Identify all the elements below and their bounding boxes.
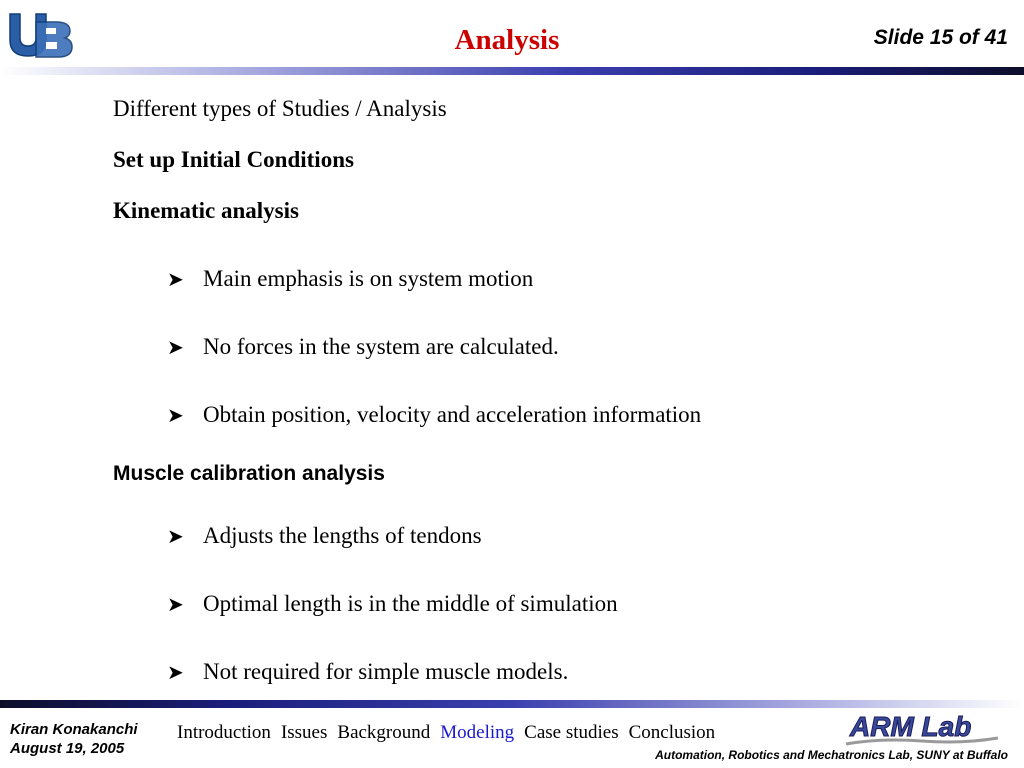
arrowhead-bullet-icon: ➤ — [167, 337, 184, 359]
list-item — [167, 523, 482, 549]
footer-divider-bar — [0, 700, 1024, 708]
author-block — [10, 720, 138, 758]
kinematic-heading: Kinematic analysis — [113, 198, 299, 223]
list-item — [167, 591, 618, 617]
muscle-heading: Muscle calibration analysis — [113, 462, 385, 485]
nav-modeling[interactable]: Modeling — [440, 722, 515, 743]
arrowhead-bullet-icon: ➤ — [167, 269, 184, 291]
list-item — [167, 659, 568, 685]
bullet-text: Adjusts the lengths of tendons — [203, 523, 482, 548]
list-item — [167, 402, 701, 428]
author-name: Kiran Konakanchi — [10, 721, 138, 738]
bullet-text: Obtain position, velocity and acceleration information — [203, 402, 702, 427]
list-item — [167, 334, 559, 360]
nav-conclusion[interactable]: Conclusion — [628, 722, 716, 743]
bullet-text: Not required for simple muscle models. — [203, 659, 569, 684]
header-divider-bar — [0, 67, 1024, 75]
bullet-text: No forces in the system are calculated. — [203, 334, 559, 359]
bullet-text: Main emphasis is on system motion — [203, 266, 534, 291]
lab-name: Automation, Robotics and Mechatronics Lab, SUNY at Buffalo — [655, 748, 1008, 762]
section-nav — [177, 722, 715, 744]
arm-lab-logo — [842, 708, 1002, 748]
arrowhead-bullet-icon: ➤ — [167, 526, 184, 548]
slide-number: Slide 15 of 41 — [873, 26, 1008, 49]
slide-title: Analysis — [454, 24, 560, 56]
setup-heading: Set up Initial Conditions — [113, 147, 354, 172]
presentation-date: August 19, 2005 — [10, 740, 125, 757]
list-item — [167, 266, 533, 292]
svg-text:ARM Lab: ARM Lab — [850, 711, 972, 742]
arrowhead-bullet-icon: ➤ — [167, 662, 184, 684]
nav-introduction[interactable]: Introduction — [177, 722, 271, 743]
arrowhead-bullet-icon: ➤ — [167, 405, 184, 427]
nav-case-studies[interactable]: Case studies — [524, 722, 619, 743]
bullet-text: Optimal length is in the middle of simulation — [203, 591, 618, 616]
nav-issues[interactable]: Issues — [280, 722, 328, 743]
intro-text: Different types of Studies / Analysis — [113, 96, 447, 121]
arrowhead-bullet-icon: ➤ — [167, 594, 184, 616]
nav-background[interactable]: Background — [337, 722, 431, 743]
